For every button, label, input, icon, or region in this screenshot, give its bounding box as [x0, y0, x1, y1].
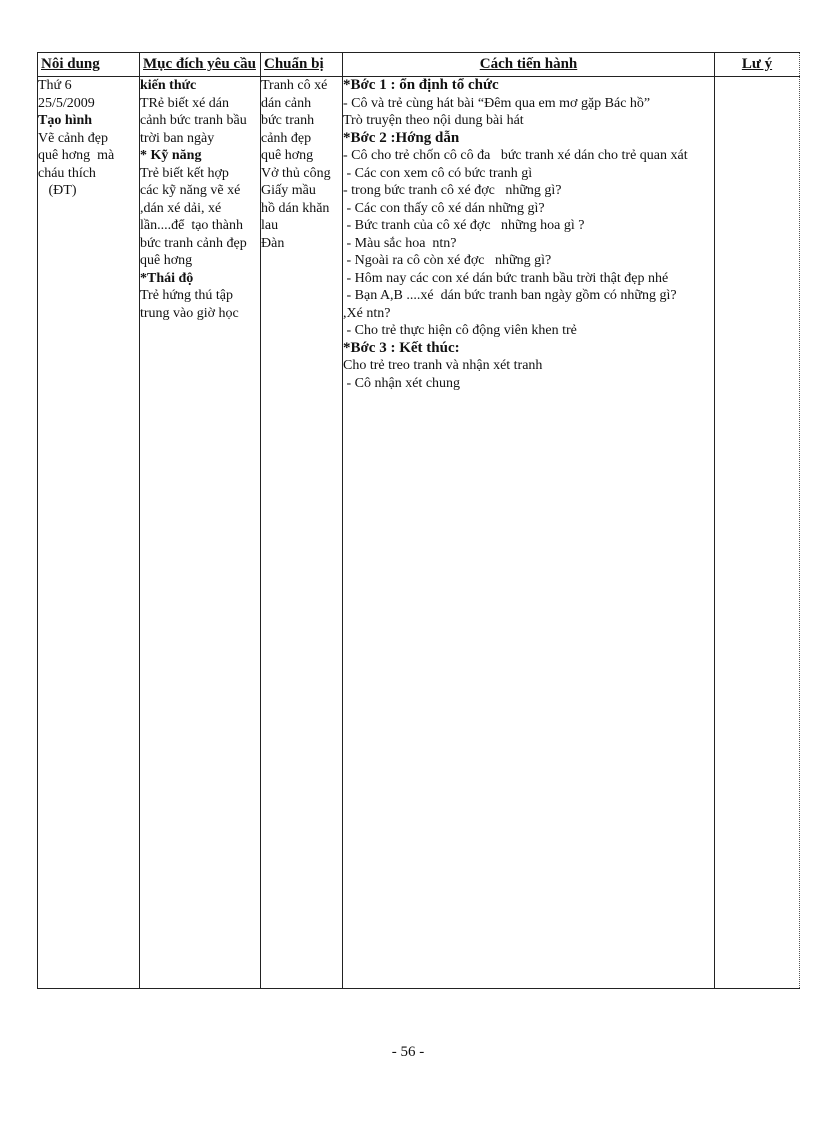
- step2-line: - Cô cho trẻ chốn cô cô đa bức tranh xé dán cho trẻ quan xát: [343, 148, 688, 163]
- skill-line: quê hơng: [140, 253, 193, 268]
- attitude-line: trung vào giờ học: [140, 305, 239, 321]
- attitude-line: Trẻ hứng thú tập: [140, 288, 234, 303]
- step2-line: - trong bức tranh cô xé đợc những gì?: [343, 183, 562, 198]
- attitude-heading: *Thái độ: [140, 270, 194, 286]
- date-label: 25/5/2009: [38, 95, 95, 111]
- step2-line: - Cho trẻ thực hiện cô động viên khen trẻ: [343, 323, 577, 338]
- step1-line: Trò truyện theo nội dung bài hát: [343, 113, 524, 128]
- prep-line: Giấy mầu: [261, 183, 316, 198]
- skill-line: bức tranh cảnh đẹp: [140, 235, 247, 251]
- prep-line: Tranh cô xé: [261, 78, 328, 93]
- knowledge-line: TRẻ biết xé dán: [140, 95, 230, 111]
- step1-line: - Cô và trẻ cùng hát bài “Đêm qua em mơ gặp Bác hồ”: [343, 95, 651, 111]
- header-row: [38, 53, 800, 77]
- step2-title: *Bớc 2 :Hớng dẫn: [343, 129, 460, 146]
- cell-luu-y: [715, 77, 800, 989]
- knowledge-heading: kiến thức: [140, 78, 197, 93]
- cell-chuan-bi: [261, 77, 343, 989]
- lesson-plan-table: [37, 52, 800, 989]
- step2-line: ,Xé ntn?: [343, 305, 391, 321]
- step3-line: - Cô nhận xét chung: [343, 375, 461, 391]
- topic-line: cháu thích: [38, 165, 96, 181]
- step2-line: - Các con thấy cô xé dán những gì?: [343, 200, 545, 216]
- skill-line: ,dán xé dải, xé: [140, 200, 222, 216]
- page-number: - 56 -: [391, 1044, 425, 1060]
- topic-line: quê hơng mà: [38, 148, 115, 163]
- cell-muc-dich: [140, 77, 261, 989]
- step2-line: - Bạn A,B ....xé dán bức tranh ban ngày gồm có những gì?: [343, 288, 677, 303]
- prep-line: bức tranh: [261, 113, 315, 128]
- skill-heading: * Kỹ năng: [140, 148, 202, 163]
- subject-label: Tạo hình: [38, 113, 93, 128]
- prep-line: Đàn: [261, 235, 285, 251]
- prep-line: hồ dán khăn: [261, 200, 330, 216]
- knowledge-line: cảnh bức tranh bầu: [140, 113, 247, 128]
- prep-line: cảnh đẹp: [261, 130, 312, 146]
- step2-line: - Ngoài ra cô còn xé đợc những gì?: [343, 253, 552, 268]
- header-cach-tien-hanh: Cách tiến hành: [343, 53, 715, 77]
- step2-line: - Bức tranh của cô xé đợc những hoa gì ?: [343, 218, 585, 233]
- header-luu-y: Lư ý: [715, 53, 800, 77]
- skill-line: lần....để tạo thành: [140, 218, 244, 233]
- step3-title: *Bớc 3 : Kết thúc:: [343, 339, 460, 356]
- cell-cach-tien-hanh: [343, 77, 715, 989]
- day-label: Thứ 6: [38, 78, 72, 93]
- header-muc-dich: Mục đích yêu cầu: [140, 53, 261, 77]
- header-noi-dung: Nôi dung: [38, 53, 140, 77]
- topic-line: Vẽ cảnh đẹp: [38, 130, 108, 146]
- content-row: [38, 77, 800, 989]
- topic-line: (ĐT): [38, 183, 77, 198]
- step2-line: - Các con xem cô có bức tranh gì: [343, 165, 533, 181]
- knowledge-line: trời ban ngày: [140, 130, 215, 146]
- prep-line: lau: [261, 218, 279, 233]
- step3-line: Cho trẻ treo tranh và nhận xét tranh: [343, 358, 543, 373]
- skill-line: Trẻ biết kết hợp: [140, 165, 229, 181]
- step1-title: *Bớc 1 : ổn định tổ chức: [343, 77, 499, 93]
- prep-line: dán cảnh: [261, 95, 312, 111]
- header-chuan-bi: Chuẩn bị: [261, 53, 343, 77]
- prep-line: quê hơng: [261, 148, 314, 163]
- step2-line: - Màu sắc hoa ntn?: [343, 235, 457, 251]
- cell-noi-dung: [38, 77, 140, 989]
- step2-line: - Hôm nay các con xé dán bức tranh bầu trời thật đẹp nhé: [343, 270, 669, 286]
- skill-line: các kỹ năng vẽ xé: [140, 183, 241, 198]
- prep-line: Vở thủ công: [261, 165, 331, 181]
